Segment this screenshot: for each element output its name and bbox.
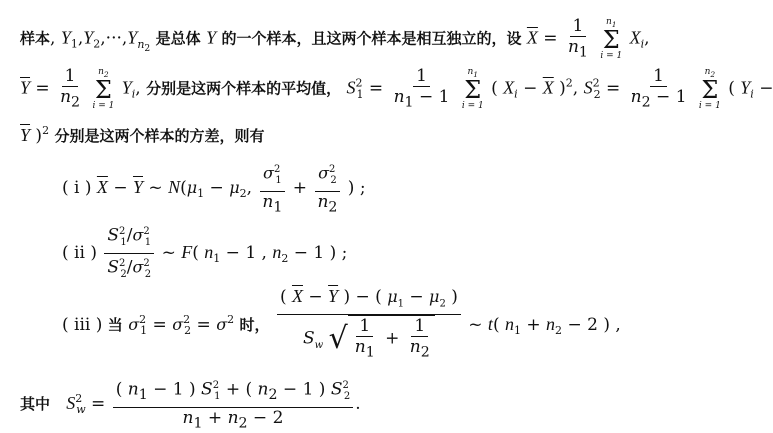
sum-symbol: $n_1$ Σ i = 1 xyxy=(461,66,484,111)
radical-icon: √ xyxy=(328,321,348,357)
fraction: $\frac{1}{n_2}$ xyxy=(60,66,81,111)
text-when: 当 xyxy=(107,316,123,335)
fraction: $\frac{1}{n_1}$ xyxy=(354,316,375,361)
formula-where: 其中 $S^2_w$ = $\frac{( n_1 - 1 ) S^2_1 + ( n_2 - 1 ) S^2_2}{n_1 + n_2 - 2}$ . xyxy=(20,376,361,433)
label-ii: ( ii ) xyxy=(62,243,97,264)
text-time: 时， xyxy=(239,316,270,335)
fraction: $\frac{( n_1 - 1 ) S^2_1 + ( n_2 - 1 ) S^2_2}{n_1 + n_2 - 2}$ xyxy=(113,376,354,433)
sum-symbol: $n_2$ Σ i = 1 xyxy=(698,66,721,111)
fraction: $\frac{\sigma^2_1}{n_1}$ xyxy=(259,160,285,217)
fraction: $\frac{1}{n_1}$ xyxy=(567,16,588,61)
fraction: $\frac{1}{n_1 - 1}$ xyxy=(393,66,450,111)
fraction: $\frac{1}{n_2 - 1}$ xyxy=(630,66,687,111)
text-sample-independent: 的一个样本，且这两个样本是相互独立的，设 xyxy=(221,29,522,48)
formula-ii: ( ii ) $\frac{S^2_1/\sigma^2_1}{S^2_2/\sigma^2_2}$ ~ F( $n_1 - 1$ , $n_2 - 1$ ) ; xyxy=(62,222,347,285)
text-respectively-vars: 分别是这两个样本的方差，则有 xyxy=(54,127,265,145)
text-where: 其中 xyxy=(20,395,51,414)
sum-symbol: $n_2$ Σ i = 1 xyxy=(92,66,115,111)
text-sample: 样本 xyxy=(20,29,51,48)
formula-iii: ( iii ) 当 $\sigma^2_1 = \sigma^2_2 = \sigma^2$ 时， ( $\overline{X} - \overline{Y}$ ) − ( $\mu_1 - \mu_2$ ) $S_w$ √ $\frac{1}{n_1}$ + $\frac{1}{n_2}$ ~ t( $n_1 + n_2 - 2$ ) , xyxy=(62,286,621,365)
formula-i: ( i ) $\overline{X} - \overline{Y}$ ~ $N(\mu_1 - \mu_2$, $\frac{\sigma^2_1}{n_1}$ + $\frac{\sigma^2_2}{n_2}$ ) ; xyxy=(62,160,366,217)
line-2: $\overline{Y}$ = $\frac{1}{n_2}$ $n_2$ Σ i = 1 $Y_i$, 分别是这两个样本的平均值， $S^2_1$ = $\frac{1}{n_1 - 1}$ $n_1$ Σ i = 1 ( $X_i - \overline{X}$ )$^2$, $S^2_2$ = $\frac{1}{n_2 - 1}$ $n_2$ Σ i = 1 ( $Y_i$ − xyxy=(20,66,773,111)
fraction: $\frac{\sigma^2_2}{n_2}$ xyxy=(314,160,340,217)
fraction: ( $\overline{X} - \overline{Y}$ ) − ( $\mu_1 - \mu_2$ ) $S_w$ √ $\frac{1}{n_1}$ + $\frac{1}{n_2}$ xyxy=(277,286,461,365)
fraction: $\frac{1}{n_2}$ xyxy=(409,316,430,361)
sum-symbol: $n_1$ Σ i = 1 xyxy=(600,16,623,61)
line-3: $\overline{Y}$ )$^2$ 分别是这两个样本的方差，则有 xyxy=(20,124,265,146)
label-i: ( i ) xyxy=(62,178,92,199)
text-is-population: 是总体 xyxy=(155,29,201,48)
line-1: 样本, $Y_1,Y_2,\cdot\cdot\cdot,Y_{n_2}$ 是总体 Y 的一个样本，且这两个样本是相互独立的，设 $\overline{X}$ = $\frac{1}{n_1}$ $n_1$ Σ i = 1 $X_i$, xyxy=(20,16,650,61)
text-respectively-means: 分别是这两个样本的平均值， xyxy=(146,79,342,98)
label-iii: ( iii ) xyxy=(62,315,103,336)
fraction: $\frac{S^2_1/\sigma^2_1}{S^2_2/\sigma^2_2}$ xyxy=(104,222,154,285)
